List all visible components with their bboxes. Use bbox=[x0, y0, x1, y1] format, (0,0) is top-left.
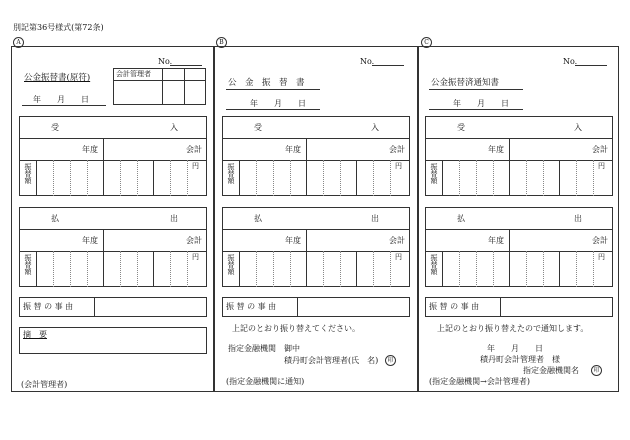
panel-c-no-label: No. bbox=[563, 57, 578, 66]
panel-b-footer: (指定金融機関に通知) bbox=[226, 377, 305, 386]
panel-a-reason-label: 振 替 の 事 由 bbox=[23, 302, 74, 311]
panel-a-footer: (会計管理者) bbox=[21, 380, 68, 389]
panel-a-out-account: 会計 bbox=[186, 236, 202, 245]
panel-b-in-account: 会計 bbox=[389, 145, 405, 154]
panel-b-letter-icon: B bbox=[216, 37, 227, 48]
panel-b-out-left: 払 bbox=[254, 214, 262, 223]
panel-c-out-left: 払 bbox=[457, 214, 465, 223]
panel-a-in-right: 入 bbox=[170, 123, 178, 132]
panel-c-footer: (指定金融機関→会計管理者) bbox=[429, 377, 530, 386]
panel-b-title: 公 金 振 替 書 bbox=[228, 78, 305, 88]
panel-b-addr-line1: 指定金融機関 御中 bbox=[228, 344, 300, 353]
panel-a-in-left: 受 bbox=[51, 123, 59, 132]
panel-a-in-table bbox=[19, 116, 207, 196]
panel-c-in-year: 年度 bbox=[488, 145, 504, 154]
panel-c-date2: 年 月 日 bbox=[487, 344, 543, 353]
panel-a-memo-box bbox=[19, 327, 207, 354]
panel-c-in-amount-label: 振替額 bbox=[430, 163, 438, 184]
panel-c-out-account: 会計 bbox=[592, 236, 608, 245]
form-id: 別記第36号様式(第72条) bbox=[13, 23, 104, 32]
panel-b-in-right: 入 bbox=[371, 123, 379, 132]
panel-a-out-left: 払 bbox=[51, 214, 59, 223]
panel-c-addr-line2: 指定金融機関名 bbox=[523, 366, 579, 375]
seal-icon: 印 bbox=[591, 365, 602, 376]
panel-a-out-right: 出 bbox=[170, 214, 178, 223]
panel-c-message: 上記のとおり振り替えたので通知します。 bbox=[437, 324, 589, 333]
panel-c-letter-icon: C bbox=[421, 37, 432, 48]
panel-b-in-year: 年度 bbox=[285, 145, 301, 154]
panel-a-out-yen: 円 bbox=[192, 253, 199, 261]
panel-c-date: 年 月 日 bbox=[453, 99, 509, 108]
panel-c-in-yen: 円 bbox=[598, 162, 605, 170]
panel-b-in-amount-label: 振替額 bbox=[227, 163, 235, 184]
panel-c-in-account: 会計 bbox=[592, 145, 608, 154]
panel-c-addr-line1: 積丹町会計管理者 様 bbox=[480, 355, 560, 364]
panel-c-in-left: 受 bbox=[457, 123, 465, 132]
seal-icon: 印 bbox=[385, 355, 396, 366]
panel-a-in-account: 会計 bbox=[186, 145, 202, 154]
panel-a-date: 年 月 日 bbox=[33, 95, 89, 104]
panel-c-title: 公金振替済通知書 bbox=[431, 78, 500, 88]
panel-b-out-right: 出 bbox=[371, 214, 379, 223]
panel-b-out-amount-label: 振替額 bbox=[227, 254, 235, 275]
panel-b-out-table bbox=[222, 207, 410, 287]
panel-c-out-amount-label: 振替額 bbox=[430, 254, 438, 275]
panel-b-in-table bbox=[222, 116, 410, 196]
panel-a-in-amount-label: 振替額 bbox=[24, 163, 32, 184]
panel-b-out-account: 会計 bbox=[389, 236, 405, 245]
panel-c-out-yen: 円 bbox=[598, 253, 605, 261]
panel-c-out-right: 出 bbox=[574, 214, 582, 223]
panel-a-out-year: 年度 bbox=[82, 236, 98, 245]
panel-a-in-yen: 円 bbox=[192, 162, 199, 170]
panel-c-out-year: 年度 bbox=[488, 236, 504, 245]
panel-c-in-right: 入 bbox=[574, 123, 582, 132]
panel-b-in-left: 受 bbox=[254, 123, 262, 132]
panel-a-no-line bbox=[170, 65, 202, 66]
panel-c-reason-label: 振 替 の 事 由 bbox=[429, 302, 480, 311]
panel-c-in-table bbox=[425, 116, 613, 196]
panel-b-date: 年 月 日 bbox=[250, 99, 306, 108]
panel-b-addr-line2: 積丹町会計管理者(氏 名) bbox=[284, 356, 379, 365]
panel-c-out-table bbox=[425, 207, 613, 287]
panel-a-letter-icon: A bbox=[13, 37, 24, 48]
panel-b-message: 上記のとおり振り替えてください。 bbox=[232, 324, 360, 333]
panel-b-out-yen: 円 bbox=[395, 253, 402, 261]
panel-b-no-label: No. bbox=[360, 57, 375, 66]
panel-a-title: 公金振替書(原符) bbox=[24, 73, 91, 83]
panel-a-no-label: No. bbox=[158, 57, 173, 66]
panel-a-out-table bbox=[19, 207, 207, 287]
panel-a-out-amount-label: 振替額 bbox=[24, 254, 32, 275]
panel-b-out-year: 年度 bbox=[285, 236, 301, 245]
panel-b-reason-label: 振 替 の 事 由 bbox=[226, 302, 277, 311]
panel-b-in-yen: 円 bbox=[395, 162, 402, 170]
panel-a-in-year: 年度 bbox=[82, 145, 98, 154]
panel-a-memo-label: 摘 要 bbox=[23, 330, 47, 339]
panel-a-manager-label: 会計管理者 bbox=[116, 70, 151, 78]
